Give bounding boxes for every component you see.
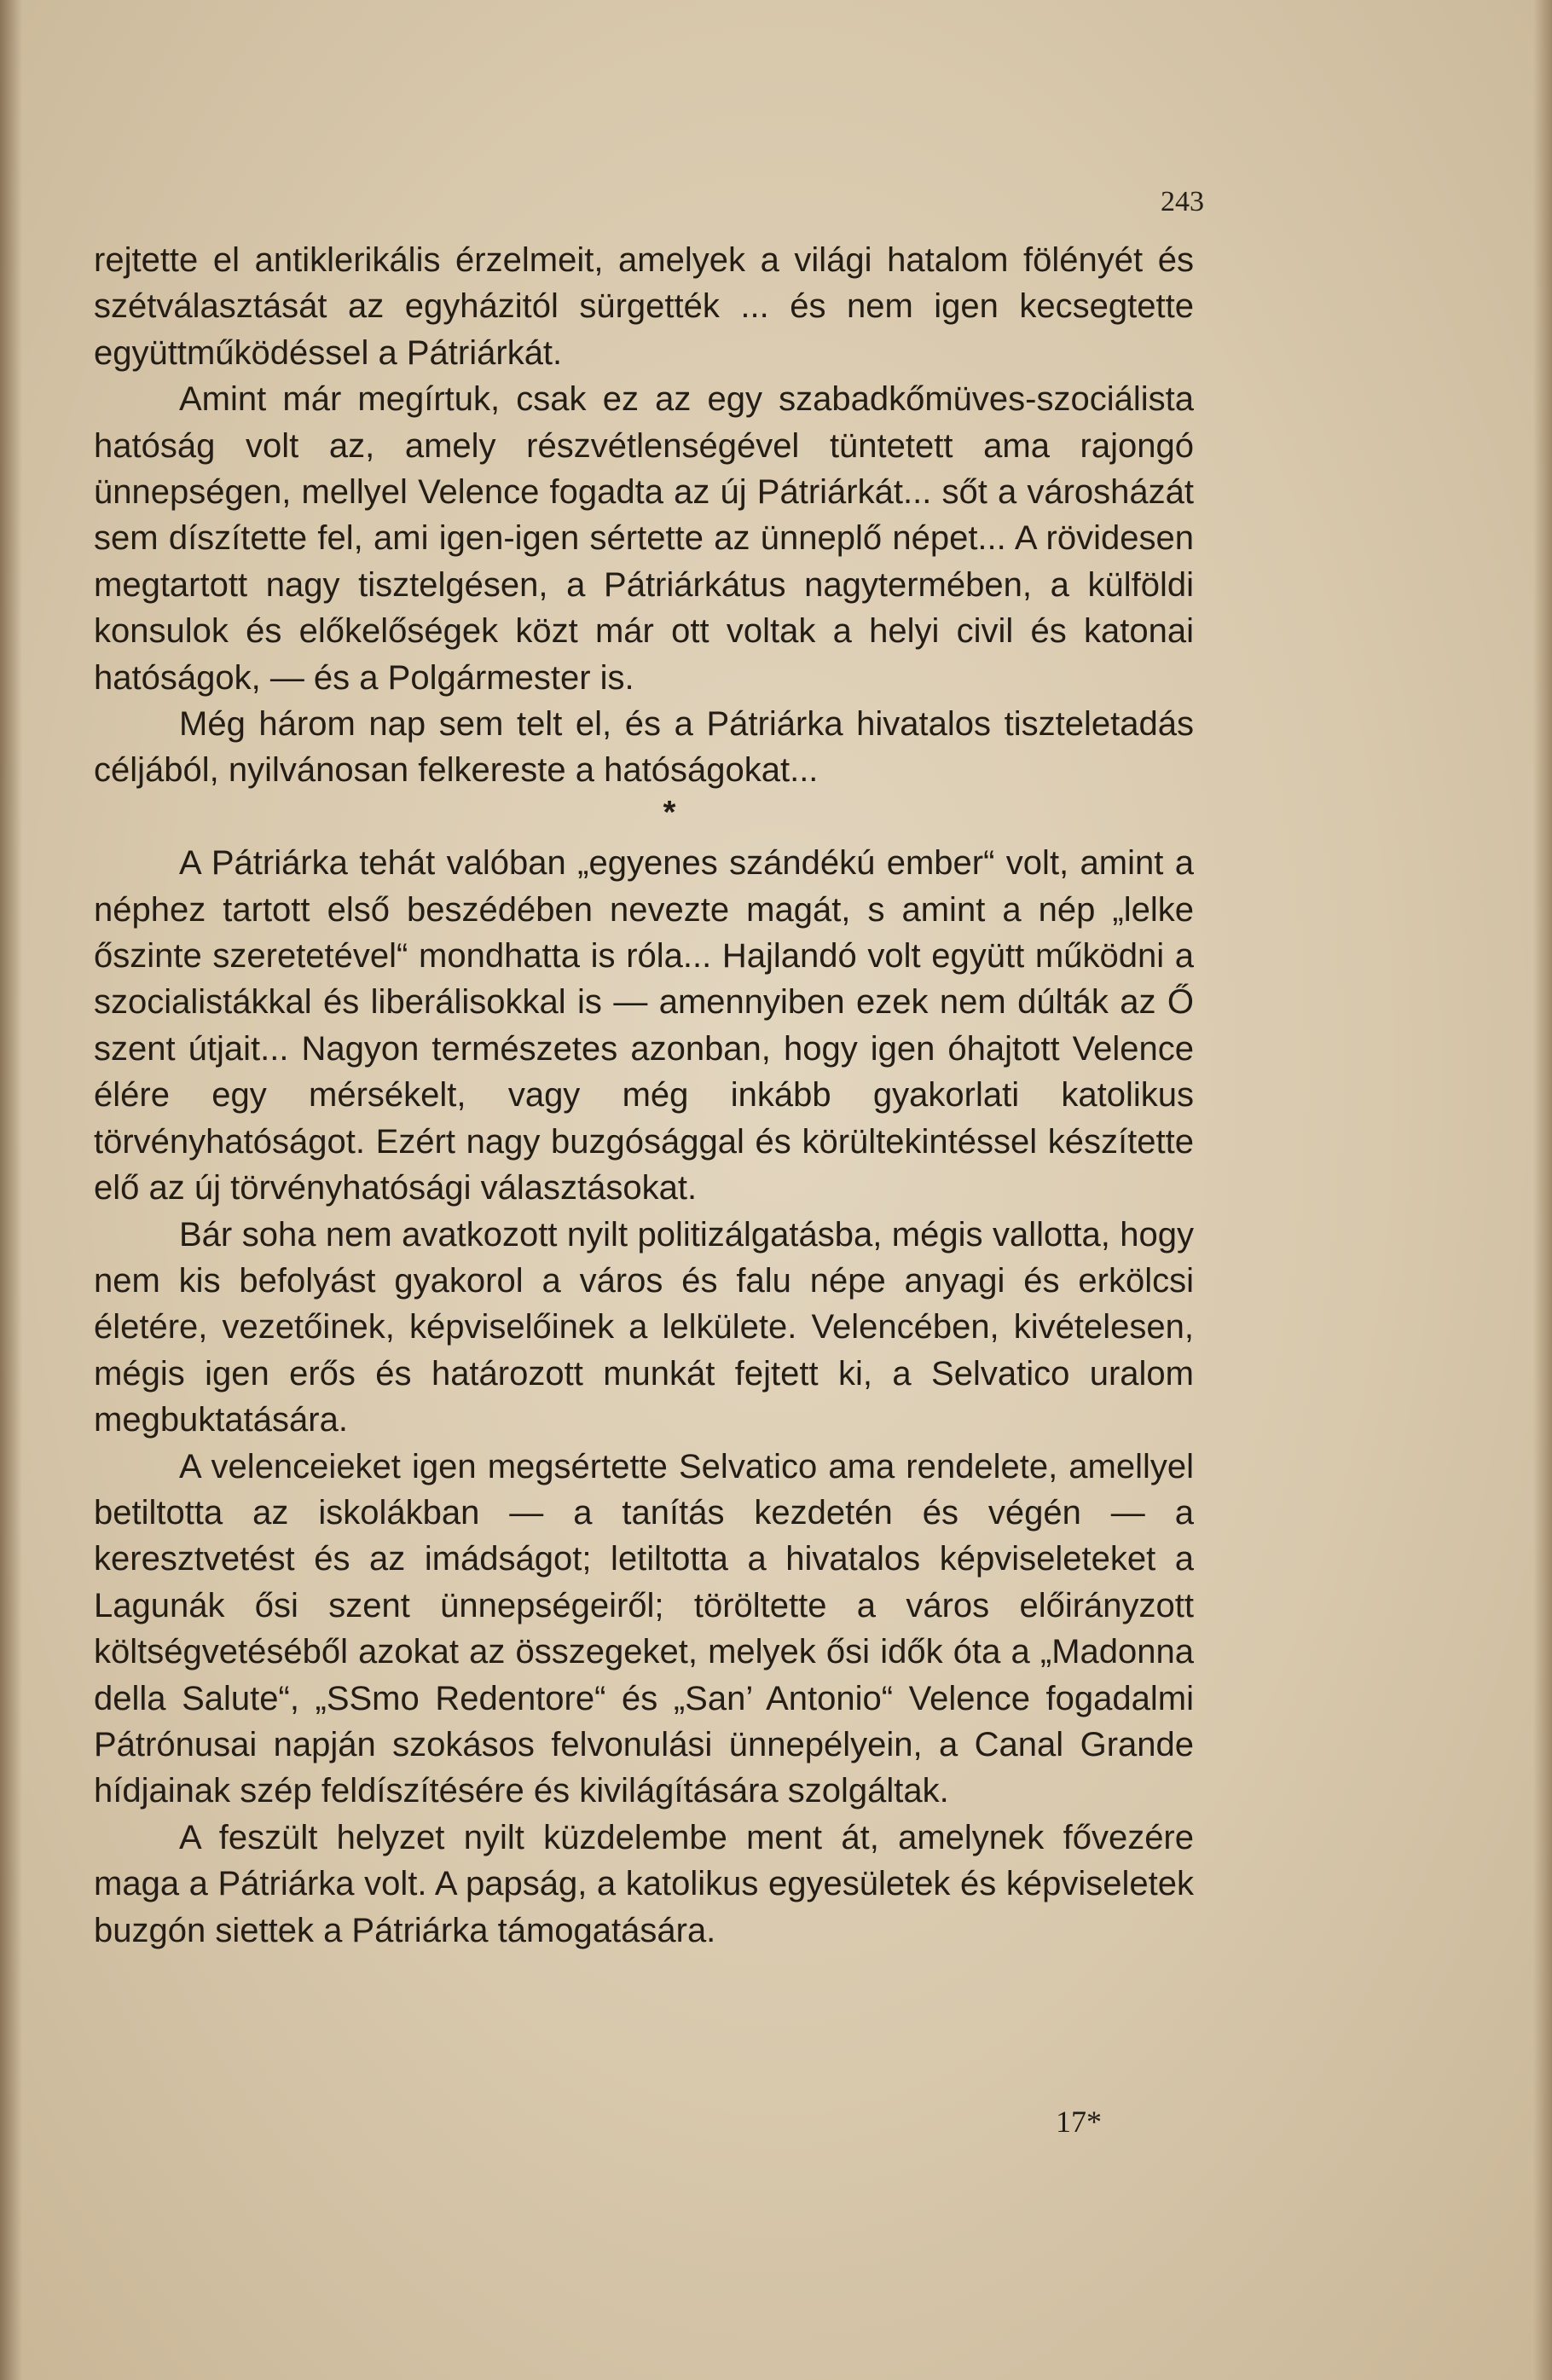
signature-mark: 17* <box>1056 2105 1102 2139</box>
paragraph: rejtette el antiklerikális érzelmeit, amelyek a világi hatalom fölényét és szétválasztását az egyházitól sürgették ... és nem igen kecsegtette együttműködéssel a Pátriárkát. <box>94 241 1194 372</box>
paragraph: Amint már megírtuk, csak ez az egy szabadkőmüves-szociálista hatóság volt az, amely részvétlenségével tüntetett ama rajongó ünnepségen, mellyel Velence fogadta az új Pátriárkát... sőt a városházát sem díszítette fel, ami igen-igen sértette az ünneplő népet... A rövidesen megtartott nagy tisztelgésen, a Pátriárkátus nagytermében, a külföldi konsulok és előkelőségek közt már ott voltak a helyi civil és katonai hatóságok, — és a Polgármester is. <box>94 380 1194 697</box>
paragraph: Bár soha nem avatkozott nyilt politizálgatásba, mégis vallotta, hogy nem kis befolyást gyakorol a város és falu népe anyagi és erkölcsi életére, vezetőinek, képviselőinek a lelkülete. Velencében, kivételesen, mégis igen erős és határozott munkát fejtett ki, a Selvatico uralom megbuktatására. <box>94 1215 1194 1439</box>
paragraph: A Pátriárka tehát valóban „egyenes szándékú ember“ volt, amint a néphez tartott első beszédében nevezte magát, s amint a nép „lelke őszinte szeretetével“ mondhatta is róla... Hajlandó volt együtt működni a szocialistákkal és liberálisokkal is — amennyiben ezek nem dúlták az Ő szent útjait... Nagyon természetes azonban, hogy igen óhajtott Velence élére egy mérsékelt, vagy még inkább gyakorlati katolikus törvényhatóságot. Ezért nagy buzgósággal és körültekintéssel készítette elő az új törvényhatósági választásokat. <box>94 844 1194 1207</box>
section-separator: * <box>663 794 676 831</box>
page-edge-shadow-right <box>1533 0 1552 2380</box>
paragraph-group-before-separator <box>94 237 1194 794</box>
page-edge-shadow-left <box>0 0 22 2380</box>
page-number: 243 <box>1161 186 1204 217</box>
body-text <box>94 237 1194 1954</box>
paragraph: A feszült helyzet nyilt küzdelembe ment át, amelynek fővezére maga a Pátriárka volt. A papság, a katolikus egyesületek és képviseletek buzgón siettek a Pátriárka támogatására. <box>94 1818 1194 1949</box>
paragraph: A velenceieket igen megsértette Selvatico ama rendelete, amellyel betiltotta az iskolákban — a tanítás kezdetén és végén — a keresztvetést és az imádságot; letiltotta a hivatalos képviseleteket a Lagunák ősi szent ünnepségeiről; töröltette a város előirányzott költségvetéséből azokat az összegeket, melyek ősi idők óta a „Madonna della Salute“, „SSmo Redentore“ és „San’ Antonio“ Velence fogadalmi Pátrónusai napján szokásos felvonulási ünnepélyein, a Canal Grande hídjainak szép feldíszítésére és kivilágítására szolgáltak. <box>94 1447 1194 1810</box>
paragraph: Még három nap sem telt el, és a Pátriárka hivatalos tiszteletadás céljából, nyilvánosan felkereste a hatóságokat... <box>94 705 1194 790</box>
paragraph-group-after-separator <box>94 840 1194 1954</box>
